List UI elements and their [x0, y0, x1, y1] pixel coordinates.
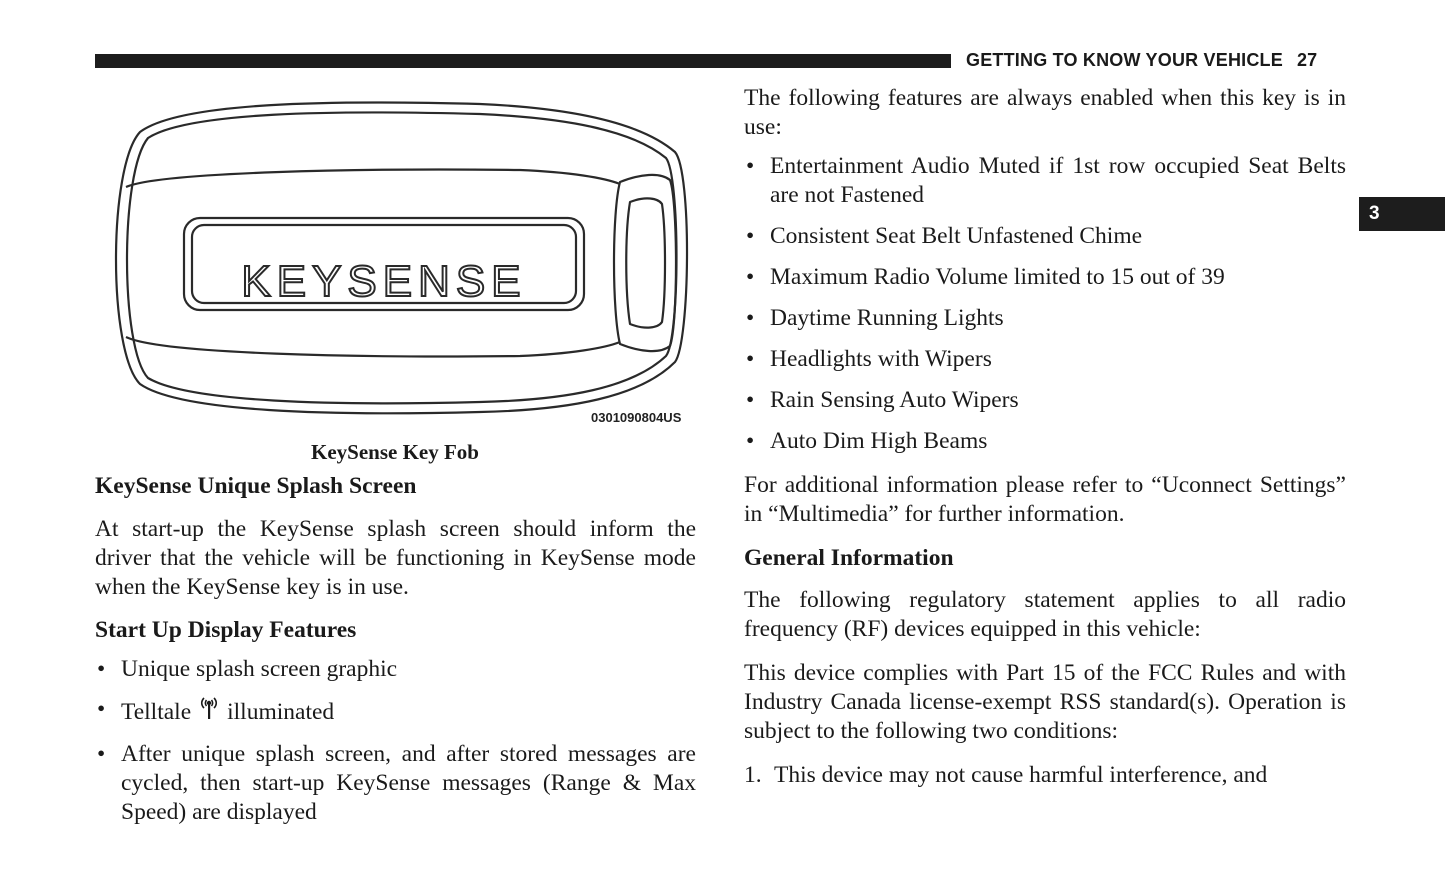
list-item-text: Unique splash screen graphic [121, 656, 398, 682]
fcc-paragraph: This device complies with Part 15 of the FCC Rules and with Industry Canada license-exempt RSS standard(s). Operation is subject to the following two conditions: [744, 660, 1346, 744]
bullet-icon: • [746, 346, 755, 372]
list-item-text: Rain Sensing Auto Wipers [770, 387, 1019, 413]
list-item [744, 345, 1346, 374]
right-column [744, 84, 1346, 790]
key-fob-illustration [100, 92, 696, 432]
bullet-icon: • [97, 656, 106, 682]
left-column [95, 472, 696, 827]
figure-caption: KeySense Key Fob [311, 440, 479, 464]
bullet-icon: • [97, 741, 106, 767]
list-item [744, 427, 1346, 456]
header-rule [95, 54, 951, 68]
bullet-icon: • [97, 696, 106, 722]
bullet-icon: • [746, 387, 755, 413]
list-item [744, 222, 1346, 251]
list-item-text: Entertainment Audio Muted if 1st row occupied Seat Belts are not Fastened [770, 153, 1346, 208]
chapter-tab: 3 [1359, 197, 1445, 231]
list-item-text: After unique splash screen, and after stored messages are cycled, then start-up KeySense messages (Range & Max Speed) are displayed [121, 741, 696, 825]
key-antenna-icon [197, 695, 221, 729]
heading-startup-features: Start Up Display Features [95, 617, 357, 643]
regulatory-paragraph: The following regulatory statement applies to all radio frequency (RF) devices equipped in this vehicle: [744, 587, 1346, 642]
list-item-text: Maximum Radio Volume limited to 15 out of 39 [770, 264, 1225, 290]
list-item-text: Daytime Running Lights [770, 305, 1004, 331]
section-title: GETTING TO KNOW YOUR VEHICLE [966, 50, 1283, 70]
item-number: 1. [744, 762, 762, 788]
figure-code: 0301090804US [591, 410, 682, 425]
features-intro: The following features are always enabled when this key is in use: [744, 85, 1346, 140]
list-item-text: Consistent Seat Belt Unfastened Chime [770, 223, 1143, 249]
list-item [744, 386, 1346, 415]
heading-general-information: General Information [744, 545, 954, 571]
running-head [966, 50, 1317, 72]
keysense-logo-text: KEYSENSE [241, 257, 527, 306]
item-text: This device may not cause harmful interference, and [774, 762, 1268, 788]
additional-info-paragraph: For additional information please refer to “Uconnect Settings” in “Multimedia” for further information. [744, 472, 1346, 527]
numbered-item [744, 761, 1346, 790]
list-item [95, 695, 696, 729]
enabled-feature-list [744, 152, 1346, 456]
bullet-icon: • [746, 428, 755, 454]
list-item [744, 263, 1346, 292]
list-item [744, 304, 1346, 333]
page-number: 27 [1296, 50, 1318, 70]
list-item-text: Auto Dim High Beams [770, 428, 988, 454]
list-item-text: Headlights with Wipers [770, 346, 992, 372]
bullet-icon: • [746, 305, 755, 331]
telltale-suffix: illuminated [227, 699, 335, 725]
startup-feature-list [95, 655, 696, 827]
list-item [95, 740, 696, 827]
list-item [95, 655, 696, 684]
bullet-icon: • [746, 264, 755, 290]
heading-splash-screen: KeySense Unique Splash Screen [95, 473, 417, 499]
bullet-icon: • [746, 223, 755, 249]
bullet-icon: • [746, 153, 755, 179]
list-item [744, 152, 1346, 210]
list-item-text: Telltale [121, 699, 192, 725]
splash-paragraph: At start-up the KeySense splash screen should inform the driver that the vehicle will be functioning in KeySense mode when the KeySense key is in use. [95, 516, 696, 600]
